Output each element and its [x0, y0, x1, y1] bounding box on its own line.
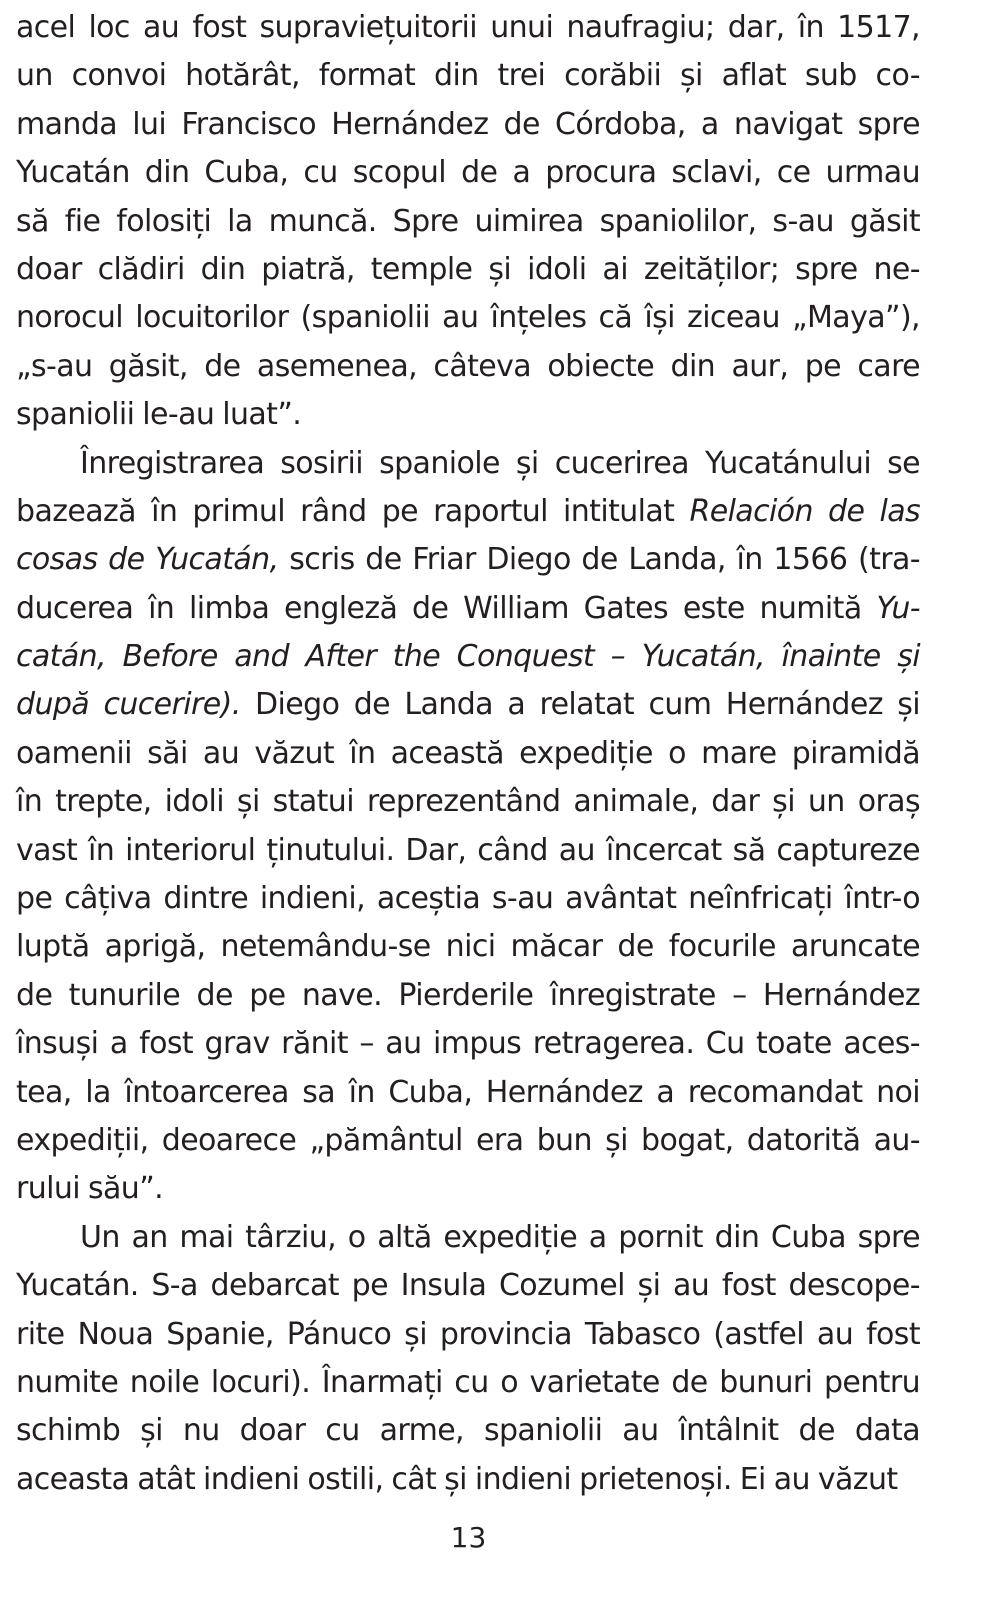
text-line: [16, 633, 920, 681]
paragraph-1: [16, 4, 920, 440]
text-line: [16, 1165, 920, 1213]
text-line: [16, 149, 920, 197]
text-line: [16, 1214, 920, 1262]
text-segment: să fie folosiți la muncă. Spre uimirea spaniolilor, s-au găsit: [16, 203, 920, 239]
paragraph-2: [16, 440, 920, 1214]
text-line: [16, 778, 920, 826]
text-segment: spaniolii le-au luat”.: [16, 397, 302, 433]
text-segment: rului său”.: [16, 1171, 164, 1207]
text-segment: ducerea în limba engleză de William Gates este numită: [16, 590, 877, 626]
text-line: [16, 4, 920, 52]
text-line: [16, 585, 920, 633]
text-line: [16, 52, 920, 100]
text-line: [16, 488, 920, 536]
text-segment: rite Noua Spanie, Pánuco și provincia Tabasco (astfel au fost: [16, 1316, 920, 1352]
text-line: [16, 1069, 920, 1117]
text-segment: expediții, deoarece „pământul era bun și bogat, datorită au-: [16, 1122, 920, 1158]
text-line: [16, 343, 920, 391]
text-line: [16, 294, 920, 342]
text-line: [16, 1262, 920, 1310]
text-segment: acel loc au fost supraviețuitorii unui naufragiu; dar, în 1517,: [16, 10, 920, 45]
text-line: [16, 730, 920, 778]
text-segment: oamenii săi au văzut în această expediție o mare piramidă: [16, 735, 920, 771]
text-line: [16, 1359, 920, 1407]
text-segment: pe câțiva dintre indieni, aceștia s-au avântat neînfricați într-o: [16, 881, 920, 917]
text-segment: Yucatán. S-a debarcat pe Insula Cozumel și au fost descope-: [16, 1268, 920, 1304]
text-segment: Un an mai târziu, o altă expediție a pornit din Cuba spre: [80, 1219, 920, 1255]
text-segment: Diego de Landa a relatat cum Hernández și: [240, 687, 920, 723]
text-segment: vast în interiorul ținutului. Dar, când au încercat să captureze: [16, 832, 920, 868]
text-line: [16, 198, 920, 246]
text-line: [16, 101, 920, 149]
italic-text: după cucerire).: [16, 687, 241, 723]
text-segment: manda lui Francisco Hernández de Córdoba, a navigat spre: [16, 106, 920, 142]
text-line: [16, 246, 920, 294]
text-line: [16, 1020, 920, 1068]
text-segment: scris de Friar Diego de Landa, în 1566 (tra-: [278, 542, 920, 578]
text-segment: un convoi hotărât, format din trei corăbii și aflat sub co-: [16, 58, 920, 94]
italic-text: cosas de Yucatán,: [16, 542, 279, 578]
italic-text: Yu-: [876, 590, 920, 626]
text-segment: numite noile locuri). Înarmați cu o varietate de bunuri pentru: [16, 1364, 920, 1400]
text-segment: aceasta atât indieni ostili, cât și indieni prietenoși. Ei au văzut: [16, 1461, 898, 1497]
text-line: [16, 923, 920, 971]
italic-text: Relación de las: [689, 493, 921, 529]
text-line: [16, 391, 920, 439]
text-line: [16, 1456, 920, 1504]
page-number: 13: [450, 1521, 487, 1554]
text-segment: doar clădiri din piatră, temple și idoli ai zeităților; spre ne-: [16, 251, 920, 287]
text-segment: Yucatán din Cuba, cu scopul de a procura sclavi, ce urmau: [16, 155, 920, 191]
text-line: [16, 1311, 920, 1359]
text-line: [16, 1117, 920, 1165]
text-line: [16, 536, 920, 584]
text-segment: norocul locuitorilor (spaniolii au înțeles că își ziceau „Maya”),: [16, 300, 920, 336]
text-segment: de tunurile de pe nave. Pierderile înregistrate – Hernández: [16, 977, 920, 1013]
text-segment: schimb și nu doar cu arme, spaniolii au întâlnit de data: [16, 1413, 920, 1449]
text-line: [16, 972, 920, 1020]
text-line: [16, 875, 920, 923]
text-segment: „s-au găsit, de asemenea, câteva obiecte din aur, pe care: [16, 348, 920, 384]
italic-text: catán, Before and After the Conquest – Yucatán, înainte și: [16, 639, 920, 675]
text-segment: luptă aprigă, netemându-se nici măcar de focurile aruncate: [16, 929, 920, 965]
text-segment: tea, la întoarcerea sa în Cuba, Hernández a recomandat noi: [16, 1074, 920, 1110]
text-line: [16, 440, 920, 488]
text-segment: în trepte, idoli și statui reprezentând animale, dar și un oraș: [16, 784, 920, 820]
text-line: [16, 1407, 920, 1455]
text-line: [16, 681, 920, 729]
text-line: [16, 827, 920, 875]
paragraph-3: [16, 1214, 920, 1504]
text-segment: Înregistrarea sosirii spaniole și cucerirea Yucatánului se: [80, 445, 920, 481]
text-segment: bazează în primul rând pe raportul intitulat: [16, 493, 690, 529]
text-segment: însuși a fost grav rănit – au impus retragerea. Cu toate aces-: [16, 1026, 920, 1062]
page-body: [16, 4, 920, 1504]
